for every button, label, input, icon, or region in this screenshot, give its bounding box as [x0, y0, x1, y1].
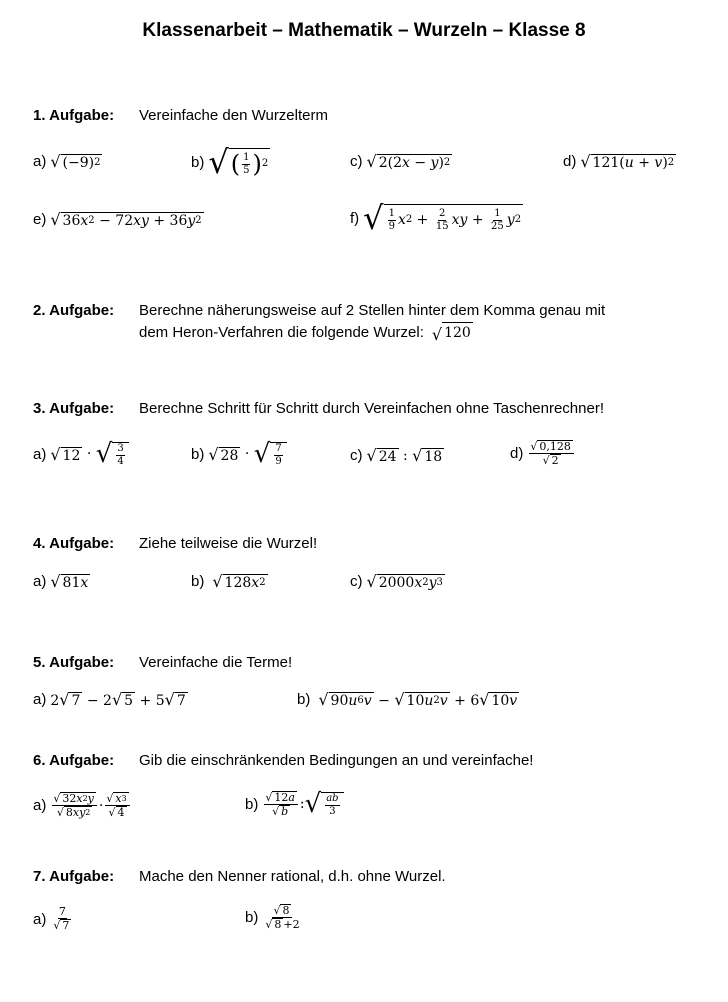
task-4-text: Ziehe teilweise die Wurzel! [139, 535, 318, 552]
task-1a: a) √ (−9) 2 [33, 152, 101, 171]
task-2-label: 2. Aufgabe: [33, 302, 115, 319]
task-6b: b) √ 12 a √ b : √ $\frac{ab}{3}$ [245, 790, 344, 818]
task-2-line2: dem Heron-Verfahren die folgende Wurzel: √ 120 [139, 320, 473, 344]
formula: √ 2000 x 2 y 3 [366, 572, 443, 591]
formula: √ 81 x [50, 572, 89, 591]
formula: √ ( $\frac{1}{5}$ ) 2 [208, 143, 269, 181]
formula: 2 √ 7 − 2 √ 5 + 5 √ 7 [50, 690, 186, 709]
task-3b: b) √ 28 · √ $\frac{7}{9}$ [191, 440, 287, 468]
formula: √ $\frac{7}{9}$ [254, 440, 287, 468]
formula: √ 18 [412, 446, 443, 465]
task-6a: a) √ 32 x 2 y √ 8 xy 2 · √ x 3 √ 4 [33, 792, 132, 819]
formula: √ x 3 √ 4 [105, 792, 129, 819]
page-title: Klassenarbeit – Mathematik – Wurzeln – Klasse 8 [142, 20, 586, 41]
task-3-text: Berechne Schritt für Schritt durch Vereinfachen ohne Taschenrechner! [139, 400, 604, 417]
formula: √ 8 √ 8 +2 [265, 904, 300, 931]
formula: √ 12 [50, 444, 81, 464]
task-5a: a) 2 √ 7 − 2 √ 5 + 5 √ 7 [33, 690, 186, 709]
task-3a: a) √ 12 · √ $\frac{3}{4}$ [33, 440, 129, 468]
task-1b: b) √ ( $\frac{1}{5}$ ) 2 [191, 143, 269, 181]
formula: √ 0,128 √ 2 [529, 440, 574, 467]
task-6-text: Gib die einschränkenden Bedingungen an und vereinfache! [139, 752, 534, 769]
task-7a: a) 7 √ 7 [33, 906, 74, 932]
task-7b: b) √ 8 √ 8 +2 [245, 904, 300, 931]
task-7-label: 7. Aufgabe: [33, 868, 115, 885]
task-5b: b) √ 90 u 6 v − √ 10 u 2 v + 6 √ 10 v [297, 690, 518, 709]
formula: √ 24 [366, 446, 397, 465]
formula: 7 √ 7 [53, 905, 70, 932]
formula: √ 2(2 x − y ) 2 [366, 152, 451, 171]
task-3c: c) √ 24 : √ 18 [350, 446, 443, 465]
task-1-text: Vereinfache den Wurzelterm [139, 107, 328, 124]
formula: √ 36 x 2 − 72 xy + 36 y 2 [50, 210, 202, 229]
task-4c: c) √ 2000 x 2 y 3 [350, 572, 443, 591]
task-1d: d) √ 121( u + v ) 2 [563, 152, 675, 171]
formula: √ $\frac{ab}{3}$ [305, 790, 344, 818]
formula: √ $\frac{3}{4}$ [96, 440, 129, 468]
formula: √ 121( u + v ) 2 [580, 152, 675, 171]
task-6-label: 6. Aufgabe: [33, 752, 115, 769]
task-3-label: 3. Aufgabe: [33, 400, 115, 417]
formula: √ (−9) 2 [50, 152, 101, 171]
task-5-label: 5. Aufgabe: [33, 654, 115, 671]
task-5-text: Vereinfache die Terme! [139, 654, 293, 671]
task-1c: c) √ 2(2 x − y ) 2 [350, 152, 451, 171]
task-1e: e) √ 36 x 2 − 72 xy + 36 y 2 [33, 210, 202, 229]
formula: √ 28 [208, 444, 239, 464]
task-3d: d) √ 0,128 √ 2 [510, 440, 576, 467]
formula: √ 12 a √ b [264, 791, 298, 818]
formula: √ $\frac{1}{9}$ x 2 + $\frac{2}{15}$ xy + $\frac{1}{25}$ y 2 [363, 199, 522, 237]
task-4-label: 4. Aufgabe: [33, 535, 115, 552]
task-4b: b) √ 128 x 2 [191, 572, 266, 591]
task-7-text: Mache den Nenner rational, d.h. ohne Wurzel. [139, 868, 446, 885]
task-2-line1: Berechne näherungsweise auf 2 Stellen hinter dem Komma genau mit [139, 302, 606, 319]
task-1f: f) √ $\frac{1}{9}$ x 2 + $\frac{2}{15}$ xy + $\frac{1}{25}$ y 2 [350, 199, 522, 237]
formula: √ 128 x 2 [212, 572, 266, 591]
task-4a: a) √ 81 x [33, 572, 89, 591]
formula: √ 120 [432, 320, 473, 344]
formula: √ 90 u 6 v − √ 10 u 2 v + 6 √ 10 v [318, 690, 518, 709]
formula: √ 32 x 2 y √ 8 xy 2 [52, 792, 97, 819]
task-1-label: 1. Aufgabe: [33, 107, 115, 124]
